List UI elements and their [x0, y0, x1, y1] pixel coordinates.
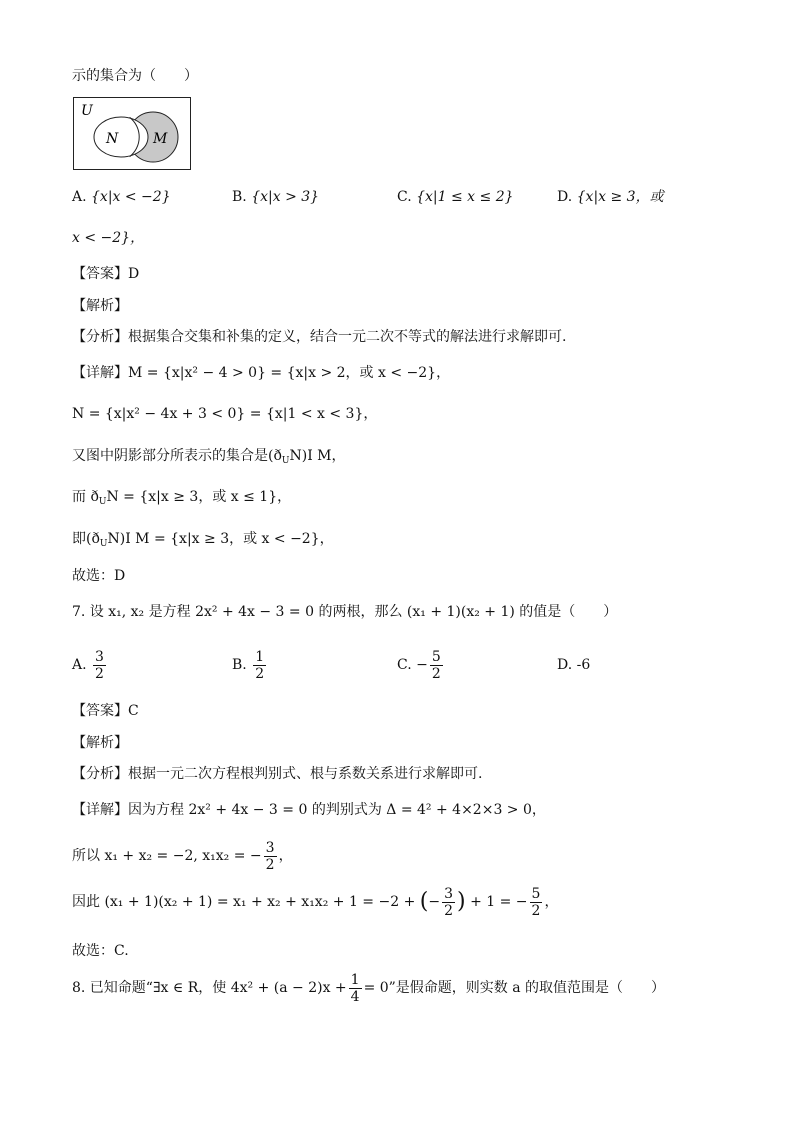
- set-n-ellipse: [94, 117, 148, 157]
- conclusion-q7: 故选：C.: [72, 943, 129, 959]
- detail-q6-line4: 而 $ð_UN = \{x|x \ge 3$，或 x ≤ 1}，: [72, 489, 292, 507]
- detail-q6-line2: N = {x|x² − 4x + 3 < 0} = {x|1 < x < 3}，: [72, 406, 378, 422]
- jiexi-q6: 【解析】: [72, 298, 128, 314]
- question-8-stem: 8. 已知命题“∃x ∈ R，使 4x² + (a − 2)x + $\frac{1}{4}$ = 0”是假命题，则实数 a 的取值范围是（ ）: [72, 971, 666, 1005]
- venn-diagram: [73, 97, 191, 170]
- jiexi-q7: 【解析】: [72, 735, 128, 751]
- option-d-continued: x < −2}，: [72, 230, 145, 246]
- q7-option-a: A. $\frac{3}{2}$: [72, 648, 104, 682]
- option-a: A. {x|x < −2}: [72, 189, 171, 205]
- option-c: C. {x|1 ≤ x ≤ 2}: [397, 189, 514, 205]
- detail-q7-line1: 【详解】因为方程 2x² + 4x − 3 = 0 的判别式为 Δ = 4² + 4×2×3 > 0，: [72, 802, 546, 818]
- question-7-stem: 7. 设 x₁, x₂ 是方程 2x² + 4x − 3 = 0 的两根，那么 (x₁ + 1)(x₂ + 1) 的值是（ ）: [72, 604, 618, 620]
- option-d: D. {x|x ≥ 3，或: [557, 189, 664, 205]
- q7-option-d: D. -6: [557, 657, 591, 673]
- question-stem-tail: 示的集合为（ ）: [72, 68, 198, 84]
- detail-q7-line3: 因此 (x₁ + 1)(x₂ + 1) = x₁ + x₂ + x₁x₂ + 1 = −2 + (− $\frac{3}{2}$ ) + 1 = − $\frac{5}{2}$ ，: [72, 885, 559, 919]
- analysis-q7: 【分析】根据一元二次方程根判别式、根与系数关系进行求解即可.: [72, 766, 483, 782]
- universal-set-label: U: [81, 103, 93, 119]
- detail-q6-line3: 又图中阴影部分所表示的集合是$(ð_UN)I$ M，: [72, 448, 346, 466]
- q7-option-c: C. − $\frac{5}{2}$: [397, 648, 441, 682]
- detail-q6-line5: 即$(ð_UN)I$ M = {x|x ≥ 3，或 x < −2}，: [72, 531, 334, 549]
- q7-option-b: B. $\frac{1}{2}$: [232, 648, 265, 682]
- set-m-label: M: [153, 131, 168, 147]
- detail-q7-line2: 所以 x₁ + x₂ = −2, x₁x₂ = − $\frac{3}{2}$ ，: [72, 839, 293, 873]
- option-b: B. {x|x > 3}: [232, 189, 320, 205]
- analysis-q6: 【分析】根据集合交集和补集的定义，结合一元二次不等式的解法进行求解即可.: [72, 329, 567, 345]
- set-n-label: N: [106, 131, 119, 147]
- detail-q6-line1: 【详解】M = {x|x² − 4 > 0} = {x|x > 2，或 x < −2}，: [72, 365, 451, 381]
- conclusion-q6: 故选：D: [72, 568, 126, 584]
- answer-q7: 【答案】C: [72, 703, 139, 719]
- answer-q6: 【答案】D: [72, 266, 140, 282]
